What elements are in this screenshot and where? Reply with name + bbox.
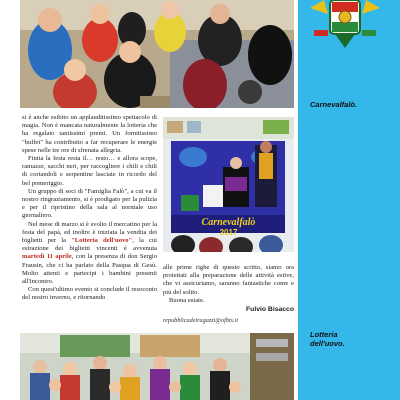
- lottery-date: martedì 11 aprile: [22, 253, 72, 261]
- paragraph-4-part-a: Nel mese di marzo si è svolto il mercatino per la festa del papà, ed inoltre è iniziata la vendita dei biglietti per la: [22, 220, 157, 245]
- right-column-text: [163, 264, 294, 305]
- banner-title: Carnevalfalò: [201, 217, 256, 228]
- photo-caption-carnevalfalo: Carnevalfalò.: [310, 100, 358, 109]
- closing-greeting: Buona estate.: [169, 296, 205, 304]
- lottery-name: "Lotteria dell'uovo": [71, 237, 133, 245]
- carnival-children-photo: [20, 0, 294, 108]
- photo-caption-lotteria: Lotteria dell'uovo.: [310, 330, 345, 348]
- paragraph-5: Con quest'ultimo evento si conclude il resoconto del nostro inverno, e ritornando: [22, 286, 157, 302]
- magic-show-photo: [163, 117, 294, 252]
- closing-paragraph: alle prime righe di questo scritto, siamo ora proiettati alla preparazione delle attività estive, che vi assicuriamo, saranno fantastiche come e più del solito.: [163, 264, 294, 296]
- paragraph-4-part-c: , con la presenza di don Sergio Frausin, che ci ha parlato della Pasqua di Gesù. Molto attenti e partecipi i bambini presenti all'incontro.: [22, 253, 157, 286]
- paragraph-2: Finita la festa resta il… resto… e allora scope, ramazze, sacchi neri, per raccogliere i chili e chili di coriandoli e serpentine lasciate in ricordo del bel pomeriggio.: [22, 155, 157, 187]
- banner-year: 2017: [219, 228, 238, 237]
- paragraph-3: Un gruppo di soci di "Famiglia Falò", a cui va il nostro ringraziamento, si è prodigato per la pulizia e per il ripristino della sala al normale uso giornaliero.: [22, 187, 157, 220]
- paragraph-4: [22, 221, 157, 287]
- lottery-group-photo: [20, 333, 294, 400]
- author-email: repubblicadeiragazzi@ofbts.it: [163, 317, 239, 324]
- author-signature: Fulvio Bisacco: [246, 306, 294, 313]
- left-column-text: [22, 114, 157, 303]
- paragraph-1: si è anche esibito un applauditissimo spettacolo di magia. Non è mancata naturalmente la lotteria che ha regalato tantissimi premi. Un fornitissimo "buffet" ha contribuito a far recuperare le energie spese nelle tre ore di sfrenata allegria.: [22, 114, 157, 154]
- paragraph-4-part-b: , la cui estrazione dei biglietti vincenti è avvenuta: [22, 237, 157, 253]
- famiglia-falo-emblem-icon: [310, 0, 380, 50]
